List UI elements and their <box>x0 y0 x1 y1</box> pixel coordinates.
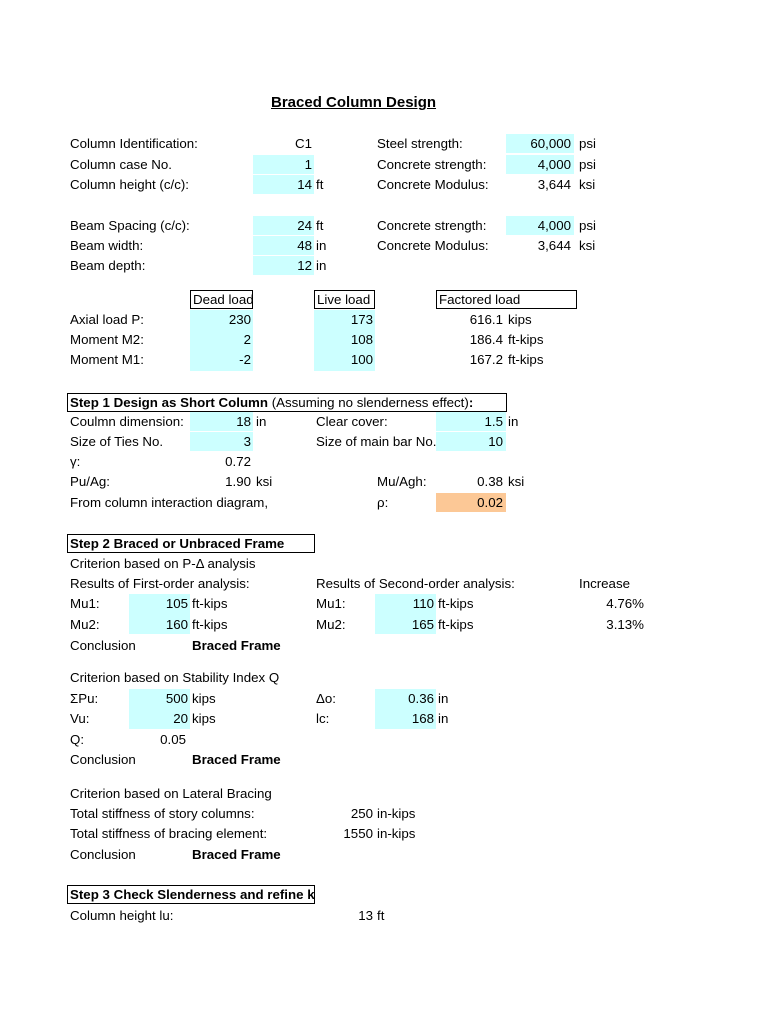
lc-unit: in <box>438 711 449 726</box>
stiff-brace-value: 1550 <box>343 826 373 841</box>
live-load-header: Live load <box>314 290 375 309</box>
first-order-label: Results of First-order analysis: <box>70 576 250 591</box>
spu-label: ΣPu: <box>70 691 99 706</box>
increase-label: Increase <box>579 576 630 591</box>
load-row-label: Moment M2: <box>70 332 144 347</box>
dim-value: 18 <box>236 414 251 429</box>
conc2-value: 4,000 <box>537 218 571 233</box>
factored-load-value: 616.1 <box>469 312 503 327</box>
case-label: Column case No. <box>70 157 172 172</box>
ties-value: 3 <box>243 434 251 449</box>
mod2-label: Concrete Modulus: <box>377 238 489 253</box>
conc2-label: Concrete strength: <box>377 218 487 233</box>
spu-value: 500 <box>165 691 188 706</box>
conclusion-value: Braced Frame <box>192 638 281 653</box>
mu2-first-value: 160 <box>165 617 188 632</box>
gamma-value: 0.72 <box>225 454 251 469</box>
delta-value: 0.36 <box>408 691 434 706</box>
mu2-second-label: Mu2: <box>316 617 346 632</box>
load-unit: ft-kips <box>508 352 544 367</box>
lc-label: lc: <box>316 711 330 726</box>
col-id-value: C1 <box>295 136 312 151</box>
conclusion3-label: Conclusion <box>70 847 136 862</box>
ties-label: Size of Ties No. <box>70 434 164 449</box>
vu-unit: kips <box>192 711 216 726</box>
beam-d-unit: in <box>316 258 327 273</box>
puag-value: 1.90 <box>225 474 251 489</box>
cover-value: 1.5 <box>484 414 503 429</box>
dead-load-header: Dead load <box>190 290 253 309</box>
gamma-label: γ: <box>70 454 81 469</box>
mu1-second-unit: ft-kips <box>438 596 474 611</box>
beam-sp-value: 24 <box>297 218 312 233</box>
height-unit: ft <box>316 177 324 192</box>
mod2-value: 3,644 <box>537 238 571 253</box>
beam-d-label: Beam depth: <box>70 258 146 273</box>
beam-w-value: 48 <box>297 238 312 253</box>
col-id-label: Column Identification: <box>70 136 198 151</box>
steel-value: 60,000 <box>530 136 571 151</box>
step2-heading: Step 2 Braced or Unbraced Frame <box>67 534 315 553</box>
criterion-pdelta: Criterion based on P-Δ analysis <box>70 556 256 571</box>
conc-value: 4,000 <box>537 157 571 172</box>
beam-w-unit: in <box>316 238 327 253</box>
stiff-cols-unit: in-kips <box>377 806 416 821</box>
beam-sp-label: Beam Spacing (c/c): <box>70 218 190 233</box>
factored-load-value: 167.2 <box>469 352 503 367</box>
mu2-second-unit: ft-kips <box>438 617 474 632</box>
mu1-first-value: 105 <box>165 596 188 611</box>
delta-unit: in <box>438 691 449 706</box>
conclusion-label: Conclusion <box>70 638 136 653</box>
main-value: 10 <box>488 434 503 449</box>
beam-w-label: Beam width: <box>70 238 144 253</box>
mod-label: Concrete Modulus: <box>377 177 489 192</box>
live-load-value: 100 <box>350 352 373 367</box>
live-load-value: 173 <box>350 312 373 327</box>
mu1-increase: 4.76% <box>606 596 644 611</box>
muagh-value: 0.38 <box>477 474 503 489</box>
mu1-first-unit: ft-kips <box>192 596 228 611</box>
beam-d-value: 12 <box>297 258 312 273</box>
factored-load-value: 186.4 <box>469 332 503 347</box>
cover-unit: in <box>508 414 519 429</box>
step3-heading: Step 3 Check Slenderness and refine k <box>67 885 315 904</box>
rho-label: ρ: <box>377 495 389 510</box>
mod2-unit: ksi <box>579 238 596 253</box>
mu1-second-value: 110 <box>412 596 434 611</box>
q-label: Q: <box>70 732 85 747</box>
height-label: Column height (c/c): <box>70 177 189 192</box>
spu-unit: kips <box>192 691 216 706</box>
conclusion2-value: Braced Frame <box>192 752 281 767</box>
conc-label: Concrete strength: <box>377 157 487 172</box>
muagh-unit: ksi <box>508 474 525 489</box>
mu2-second-value: 165 <box>411 617 434 632</box>
lu-unit: ft <box>377 908 385 923</box>
conclusion3-value: Braced Frame <box>192 847 281 862</box>
main-label: Size of main bar No. <box>316 434 437 449</box>
cover-label: Clear cover: <box>316 414 388 429</box>
muagh-label: Mu/Agh: <box>377 474 427 489</box>
q-value: 0.05 <box>160 732 186 747</box>
step1-title: Step 1 Design as Short Column <box>70 395 269 410</box>
lu-value: 13 <box>358 908 373 923</box>
diagram-label: From column interaction diagram, <box>70 495 269 510</box>
criterion-bracing: Criterion based on Lateral Bracing <box>70 786 272 801</box>
dead-load-value: 230 <box>228 312 251 327</box>
conclusion2-label: Conclusion <box>70 752 136 767</box>
vu-label: Vu: <box>70 711 90 726</box>
mod-unit: ksi <box>579 177 596 192</box>
criterion-stability: Criterion based on Stability Index Q <box>70 670 280 685</box>
mu1-label: Mu1: <box>70 596 100 611</box>
puag-unit: ksi <box>256 474 273 489</box>
lc-value: 168 <box>411 711 434 726</box>
page-title: Braced Column Design <box>271 94 437 111</box>
second-order-label: Results of Second-order analysis: <box>316 576 515 591</box>
dead-load-value: -2 <box>239 352 251 367</box>
mu1-second-label: Mu1: <box>316 596 346 611</box>
case-value: 1 <box>304 157 312 172</box>
load-row-label: Moment M1: <box>70 352 144 367</box>
conc-unit: psi <box>579 157 596 172</box>
step1-note: (Assuming no slenderness effect) <box>268 395 469 410</box>
mu2-label: Mu2: <box>70 617 100 632</box>
steel-unit: psi <box>579 136 596 151</box>
stiff-cols-label: Total stiffness of story columns: <box>70 806 255 821</box>
lu-label: Column height lu: <box>70 908 174 923</box>
mu2-first-unit: ft-kips <box>192 617 228 632</box>
stiff-brace-label: Total stiffness of bracing element: <box>70 826 268 841</box>
rho-value: 0.02 <box>477 495 503 510</box>
factored-load-header: Factored load <box>436 290 577 309</box>
load-unit: ft-kips <box>508 332 544 347</box>
dead-load-value: 2 <box>243 332 251 347</box>
stiff-brace-unit: in-kips <box>377 826 416 841</box>
conc2-unit: psi <box>579 218 596 233</box>
stiff-cols-value: 250 <box>350 806 373 821</box>
steel-label: Steel strength: <box>377 136 463 151</box>
height-value: 14 <box>297 177 312 192</box>
mu2-increase: 3.13% <box>606 617 644 632</box>
beam-sp-unit: ft <box>316 218 324 233</box>
puag-label: Pu/Ag: <box>70 474 110 489</box>
dim-unit: in <box>256 414 267 429</box>
step1-colon: : <box>468 395 474 410</box>
load-row-label: Axial load P: <box>70 312 144 327</box>
delta-label: Δo: <box>316 691 336 706</box>
dim-label: Coulmn dimension: <box>70 414 184 429</box>
vu-value: 20 <box>173 711 188 726</box>
load-unit: kips <box>508 312 532 327</box>
live-load-value: 108 <box>350 332 373 347</box>
step1-heading <box>67 393 507 412</box>
mod-value: 3,644 <box>537 177 571 192</box>
